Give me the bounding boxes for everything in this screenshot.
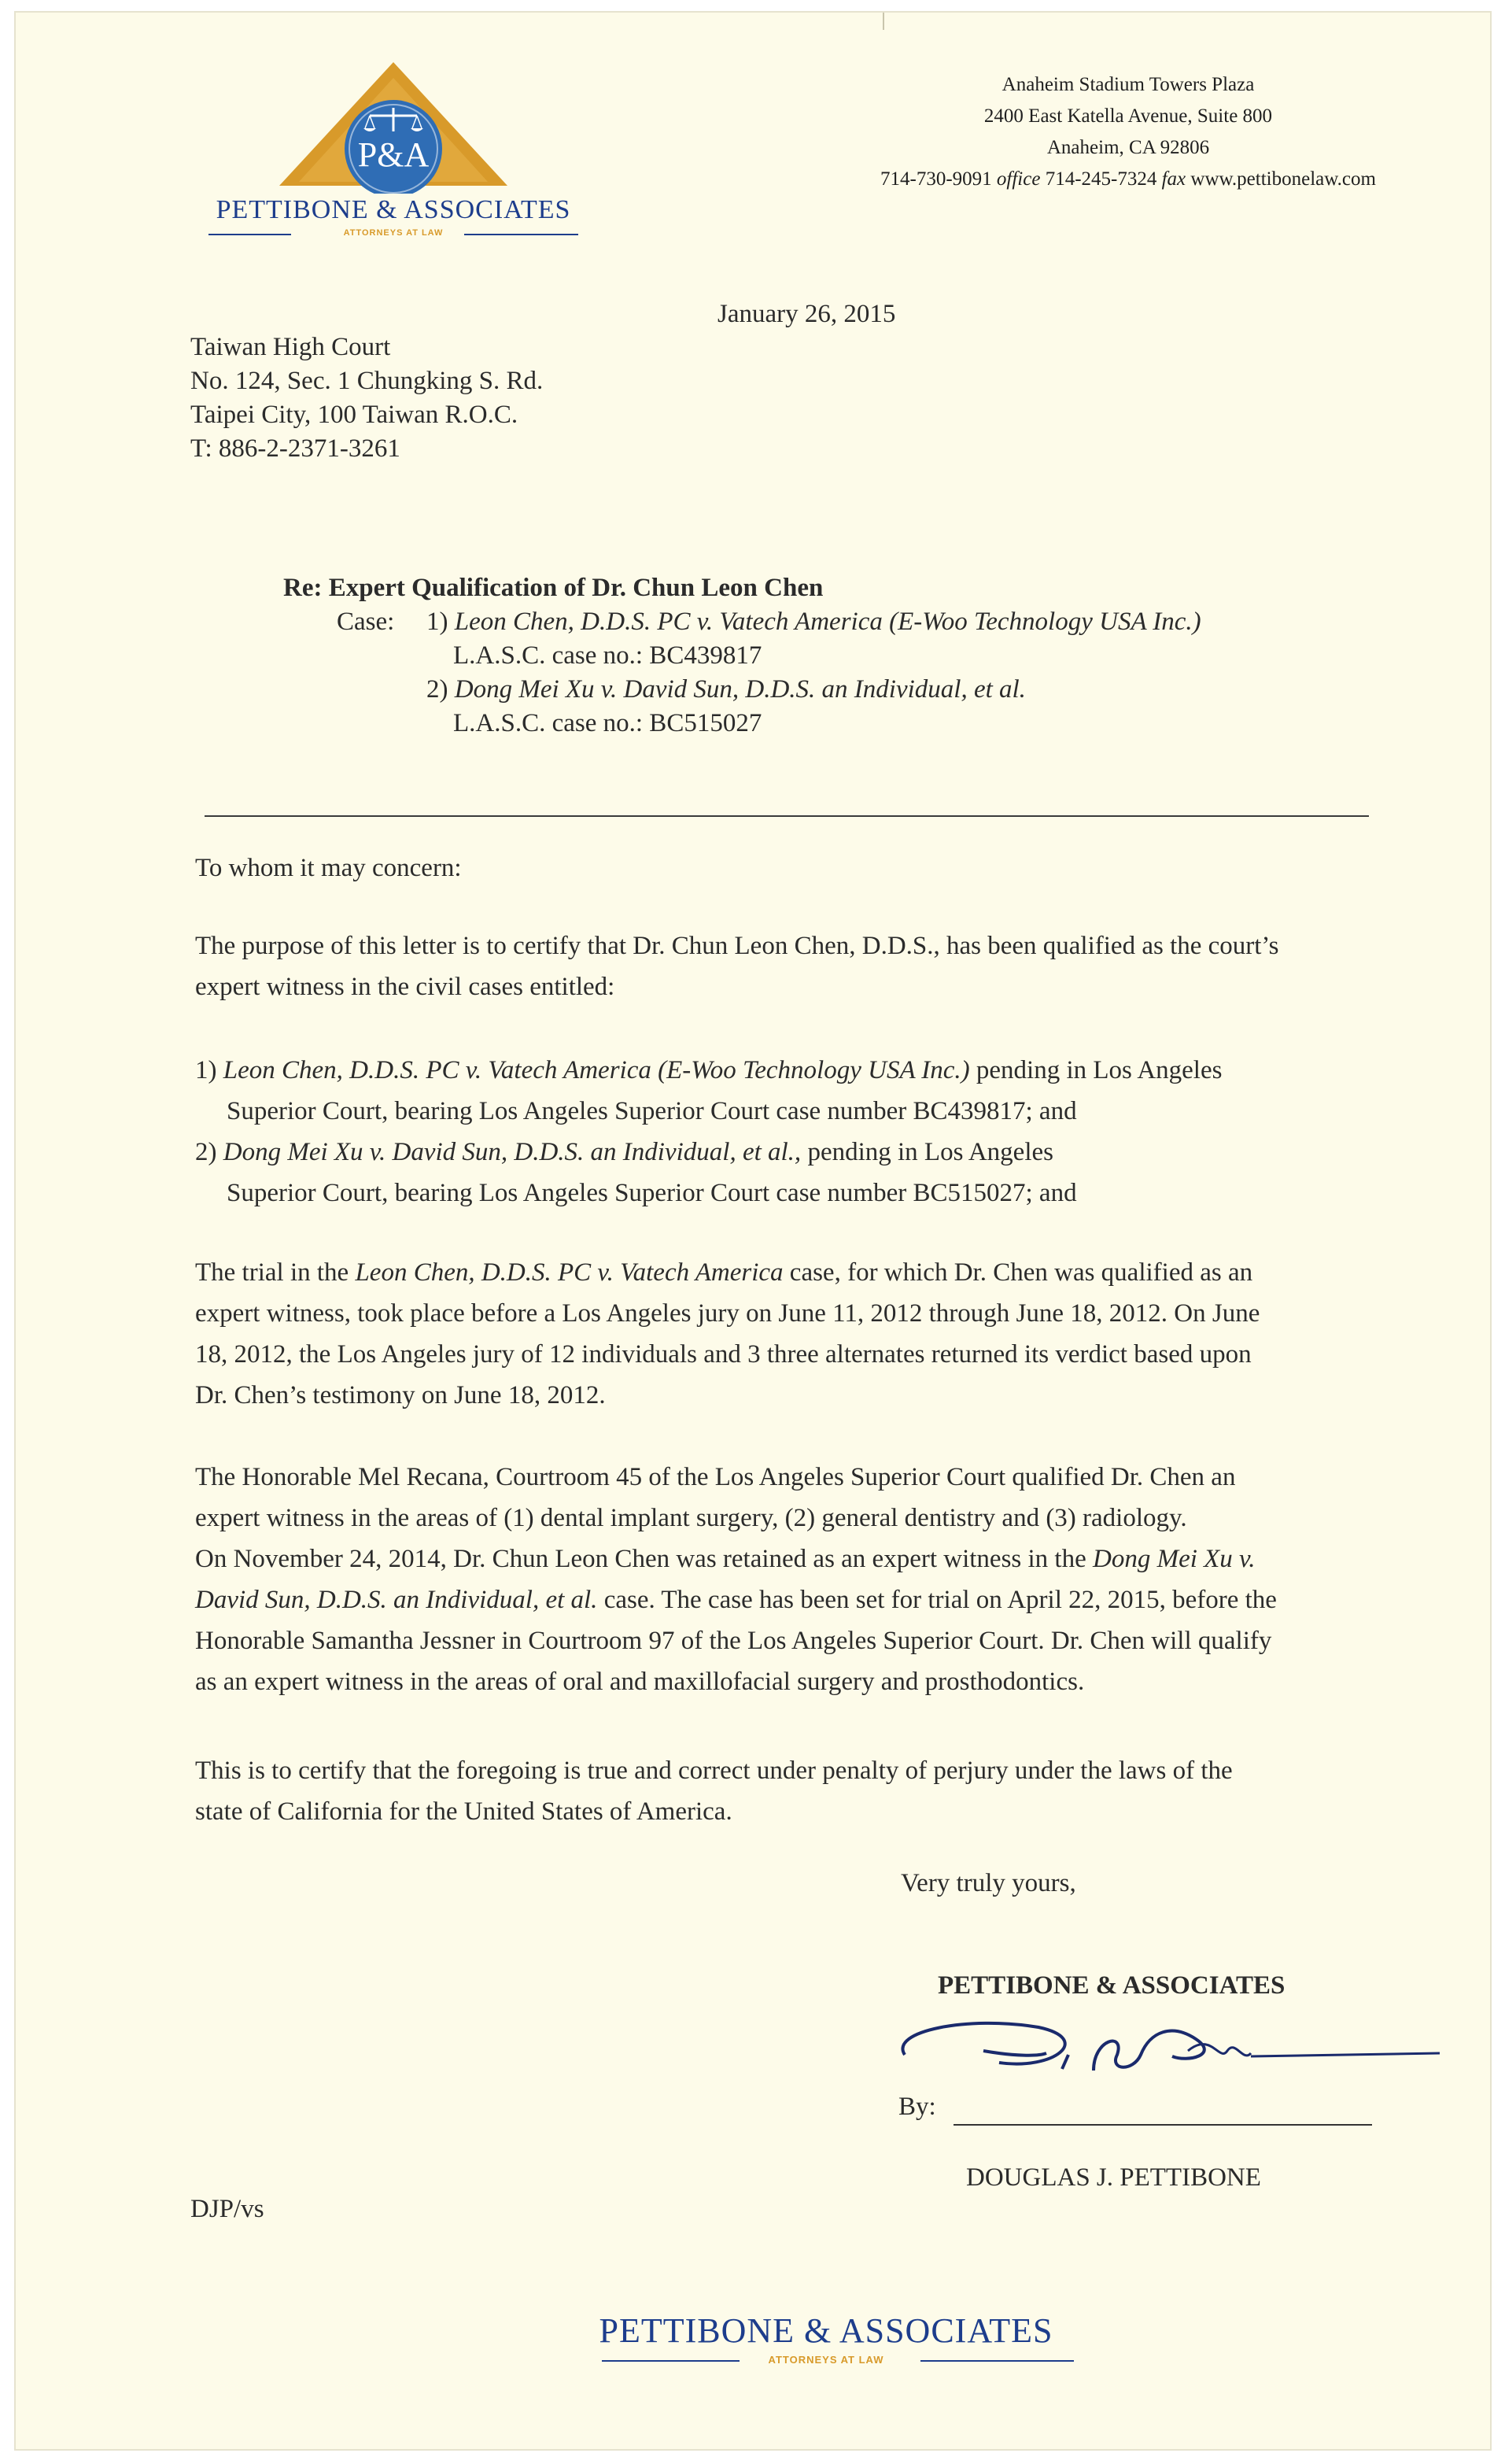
case-2-number: L.A.S.C. case no.: BC515027 — [453, 709, 762, 737]
salutation: To whom it may concern: — [195, 854, 462, 882]
list-item-1-rest: pending in Los Angeles — [976, 1056, 1223, 1084]
list-item-1-line-2: Superior Court, bearing Los Angeles Superior Court case number BC439817; and — [227, 1097, 1077, 1125]
case-label: Case: — [337, 608, 395, 636]
trial-case-title: Leon Chen, D.D.S. PC v. Vatech America — [355, 1258, 784, 1287]
honorable-case-title-b: David Sun, D.D.S. an Individual, et al. — [195, 1586, 598, 1614]
recipient-line-3: Taipei City, 100 Taiwan R.O.C. — [190, 401, 518, 429]
honorable-line-5: Honorable Samantha Jessner in Courtroom 97 of the Los Angeles Superior Court. Dr. Chen will qualify — [195, 1627, 1272, 1655]
trial-line-1-start: The trial in the — [195, 1258, 349, 1287]
by-label: By: — [898, 2093, 936, 2121]
recipient-block — [190, 331, 543, 466]
honorable-line-3-start: On November 24, 2014, Dr. Chun Leon Chen was retained as an expert witness in the — [195, 1545, 1086, 1573]
trial-line-4: Dr. Chen’s testimony on June 18, 2012. — [195, 1381, 606, 1409]
purpose-paragraph — [195, 925, 1278, 1007]
recipient-line-4: T: 886-2-2371-3261 — [190, 434, 400, 463]
purpose-line-1: The purpose of this letter is to certify that Dr. Chun Leon Chen, D.D.S., has been qualified as the court’s — [195, 932, 1279, 960]
address-line-2: 2400 East Katella Avenue, Suite 800 — [983, 105, 1273, 127]
honorable-line-6: as an expert witness in the areas of oral and maxillofacial surgery and prosthodontics. — [195, 1668, 1085, 1696]
list-item-2-rest: pending in Los Angeles — [807, 1138, 1053, 1166]
list-item-2-num: 2) — [195, 1138, 217, 1166]
honorable-line-4-end: case. The case has been set for trial on April 22, 2015, before the — [603, 1586, 1277, 1614]
office-phone: 714-730-9091 — [880, 168, 992, 190]
re-subject: Re: Expert Qualification of Dr. Chun Leon Chen — [283, 574, 824, 602]
typist-initials: DJP/vs — [190, 2195, 264, 2223]
address-line-1: Anaheim Stadium Towers Plaza — [1001, 74, 1255, 95]
honorable-line-1: The Honorable Mel Recana, Courtroom 45 of the Los Angeles Superior Court qualified Dr. Chen an — [195, 1463, 1236, 1491]
logo-monogram: P&A — [357, 135, 430, 174]
letterhead-address — [829, 69, 1427, 195]
letterhead-rule-right — [464, 234, 578, 235]
purpose-line-2: expert witness in the civil cases entitled: — [195, 973, 615, 1001]
handwritten-signature — [858, 2008, 1455, 2102]
fax-phone: 714-245-7324 — [1045, 168, 1157, 190]
trial-line-1-end: case, for which Dr. Chen was qualified as an — [789, 1258, 1253, 1287]
list-item-1-title: Leon Chen, D.D.S. PC v. Vatech America (E-Woo Technology USA Inc.) — [223, 1056, 970, 1084]
case-1-num: 1) — [426, 608, 448, 636]
certify-line-1: This is to certify that the foregoing is true and correct under penalty of perjury under the laws of the — [195, 1757, 1233, 1785]
honorable-paragraph — [195, 1457, 1277, 1702]
certify-paragraph — [195, 1750, 1233, 1832]
list-item-2-title: Dong Mei Xu v. David Sun, D.D.S. an Individual, et al., — [223, 1138, 802, 1166]
honorable-line-4 — [195, 1579, 1277, 1620]
fold-mark — [883, 13, 884, 30]
case-1-line — [426, 605, 1201, 639]
divider-rule — [205, 815, 1369, 817]
honorable-line-2: expert witness in the areas of (1) dental implant surgery, (2) general dentistry and (3) radiology. — [195, 1504, 1187, 1532]
office-label: office — [996, 168, 1041, 190]
certify-line-2: state of California for the United States of America. — [195, 1797, 732, 1826]
honorable-line-3 — [195, 1539, 1277, 1579]
contact-line — [829, 164, 1427, 195]
list-item-1-num: 1) — [195, 1056, 217, 1084]
letterhead-firm-subtitle: ATTORNEYS AT LAW — [343, 228, 444, 238]
list-item-2-line-2: Superior Court, bearing Los Angeles Superior Court case number BC515027; and — [227, 1179, 1077, 1207]
cases-list — [195, 1050, 1222, 1214]
recipient-line-1: Taiwan High Court — [190, 333, 391, 361]
letterhead-firm-name: PETTIBONE & ASSOCIATES — [216, 195, 571, 224]
honorable-case-title-a: Dong Mei Xu v. — [1093, 1545, 1256, 1573]
case-2-line — [426, 673, 1026, 707]
list-item-1 — [195, 1050, 1222, 1091]
recipient-line-2: No. 124, Sec. 1 Chungking S. Rd. — [190, 367, 544, 395]
website-link[interactable]: www.pettibonelaw.com — [1190, 168, 1376, 190]
letter-date: January 26, 2015 — [717, 300, 896, 328]
case-2-num: 2) — [426, 675, 448, 704]
fax-label: fax — [1161, 168, 1186, 190]
list-item-2 — [195, 1132, 1222, 1173]
case-2-title: Dong Mei Xu v. David Sun, D.D.S. an Individual, et al. — [454, 675, 1026, 704]
closing-firm-name: PETTIBONE & ASSOCIATES — [938, 1971, 1286, 2000]
footer-rule-right — [920, 2360, 1074, 2362]
signer-name: DOUGLAS J. PETTIBONE — [966, 2163, 1261, 2192]
address-line-3: Anaheim, CA 92806 — [1046, 137, 1210, 158]
footer-firm-subtitle: ATTORNEYS AT LAW — [768, 2354, 884, 2366]
case-1-number: L.A.S.C. case no.: BC439817 — [453, 641, 762, 670]
trial-line-1 — [195, 1252, 1260, 1293]
firm-logo-icon — [275, 56, 511, 194]
trial-line-2: expert witness, took place before a Los Angeles jury on June 11, 2012 through June 18, 2012. On June — [195, 1299, 1260, 1328]
trial-paragraph — [195, 1252, 1260, 1416]
letter-page — [14, 11, 1492, 2451]
trial-line-3: 18, 2012, the Los Angeles jury of 12 individuals and 3 three alternates returned its verdict based upon — [195, 1340, 1252, 1369]
signature-line — [954, 2124, 1372, 2126]
case-1-title: Leon Chen, D.D.S. PC v. Vatech America (E-Woo Technology USA Inc.) — [454, 608, 1201, 636]
valediction: Very truly yours, — [901, 1869, 1076, 1897]
footer-firm-name: PETTIBONE & ASSOCIATES — [599, 2311, 1053, 2350]
